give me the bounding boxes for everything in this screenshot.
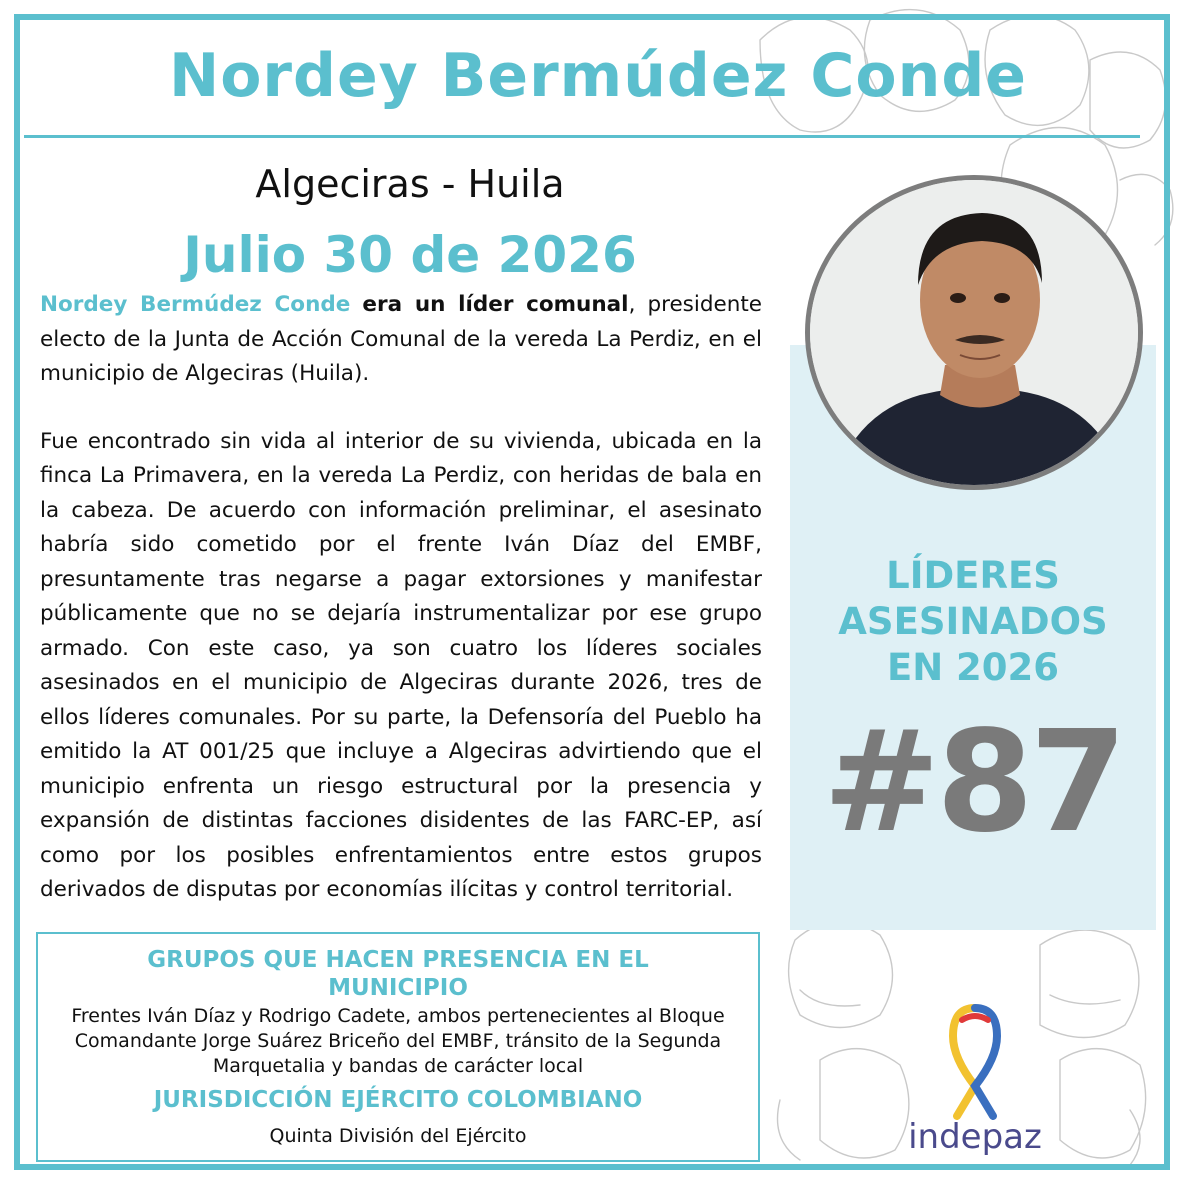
role-highlight: era un líder comunal xyxy=(362,292,629,317)
indepaz-logo: indepaz xyxy=(908,1117,1042,1157)
location-label: Algeciras - Huila xyxy=(255,162,565,206)
portrait-figure xyxy=(810,180,1143,490)
jurisdiction-heading: JURISDICCIÓN EJÉRCITO COLOMBIANO xyxy=(153,1087,643,1113)
victim-count: #87 xyxy=(822,701,1124,864)
intro-rest: , presidente electo de la Junta de Acción Comunal de la vereda La Perdiz, en el municipio de Algeciras (Huila). xyxy=(40,292,763,386)
description-text xyxy=(40,288,762,941)
leaders-line-3: EN 2026 xyxy=(886,646,1060,689)
leaders-line-1: LÍDERES xyxy=(886,554,1060,597)
leader-name-highlight: Nordey Bermúdez Conde xyxy=(40,292,351,317)
info-box xyxy=(36,932,760,1162)
leaders-killed-label xyxy=(790,553,1156,691)
intro-paragraph xyxy=(40,288,762,392)
ribbon-icon xyxy=(940,1000,1010,1120)
title-divider xyxy=(24,135,1140,138)
leaders-line-2: ASESINADOS xyxy=(838,600,1108,643)
date-label: Julio 30 de 2026 xyxy=(183,226,637,284)
jurisdiction-text: Quinta División del Ejército xyxy=(269,1125,527,1147)
portrait-photo xyxy=(805,175,1143,490)
leader-name-title: Nordey Bermúdez Conde xyxy=(169,41,1027,111)
groups-heading: GRUPOS QUE HACEN PRESENCIA EN EL MUNICIPIO xyxy=(147,947,649,1001)
event-paragraph: Fue encontrado sin vida al interior de su vivienda, ubicada en la finca La Primavera, en la vereda La Perdiz, con heridas de bala en la cabeza. De acuerdo con información preliminar, el asesinato habría sido cometido por el frente Iván Díaz del EMBF, presuntamente tras negarse a pagar extorsiones y manifestar públicamente que no se dejaría instrumentalizar por ese grupo armado. Con este caso, ya son cuatro los líderes sociales asesinados en el municipio de Algeciras durante 2026, tres de ellos líderes comunales. Por su parte, la Defensoría del Pueblo ha emitido la AT 001/25 que incluye a Algeciras advirtiendo que el municipio enfrenta un riesgo estructural por la presencia y expansión de distintas facciones disidentes de las FARC-EP, así como por los posibles enfrentamientos entre estos grupos derivados de disputas por economías ilícitas y control territorial. xyxy=(40,428,762,902)
groups-text: Frentes Iván Díaz y Rodrigo Cadete, ambos pertenecientes al Bloque Comandante Jorge Suárez Briceño del EMBF, tránsito de la Segunda Marquetalia y bandas de carácter local xyxy=(71,1005,725,1077)
